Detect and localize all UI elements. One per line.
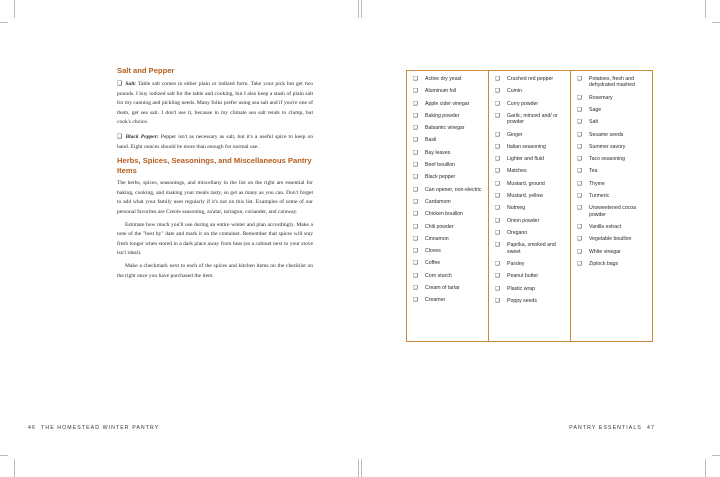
left-page [117,66,313,281]
checklist-item-label: Poppy seeds [507,297,537,304]
checklist-item-label: Summer savory [589,143,626,150]
pepper-paragraph [117,132,313,152]
checklist-column-2 [488,71,570,341]
checklist-item [413,187,488,193]
checklist-item-label: Chicken bouillon [425,211,464,218]
checklist-item-label: Cream of tartar [425,285,460,292]
crop-mark [14,459,15,477]
checklist-item-label: Taco seasoning [589,156,626,163]
checkbox-icon[interactable]: ❑ [413,125,418,132]
checklist-item [577,261,652,267]
checklist-item-label: Beef bouillon [425,162,455,169]
checkbox-icon[interactable]: ❑ [413,100,418,107]
checkbox-icon[interactable]: ❑ [577,248,582,255]
checklist-item-label: Unsweetened cocoa powder [589,205,637,218]
footer-right [569,425,655,431]
checkbox-icon[interactable]: ❑ [413,198,418,205]
checkbox-icon[interactable]: ❑ [577,107,582,113]
checkbox-icon[interactable]: ❑ [413,285,418,292]
checklist-item [577,168,652,174]
crop-mark [358,0,359,18]
page-number: 46 [28,425,36,431]
checkbox-icon[interactable]: ❑ [495,217,500,224]
checklist-item [577,249,652,255]
checklist-item [577,144,652,150]
checklist-item [495,168,570,174]
checklist-item [495,242,570,255]
checkbox-icon[interactable]: ❑ [413,260,418,267]
checkbox-icon[interactable]: ❑ [495,229,500,236]
checklist-item [413,125,488,131]
checklist-item-label: Curry powder [507,100,539,107]
checkbox-icon[interactable]: ❑ [495,260,500,267]
checklist-item-label: Peanut butter [507,273,539,280]
checklist-item [413,224,488,230]
checkbox-icon[interactable]: ❑ [495,285,500,292]
checklist-item [495,286,570,292]
checkbox-icon[interactable]: ❑ [413,88,418,95]
checklist-item [413,236,488,242]
checkbox-icon[interactable]: ❑ [577,236,582,243]
checkbox-icon[interactable]: ❑ [495,297,500,304]
crop-mark [0,22,8,23]
checkbox-icon[interactable]: ❑ [117,80,123,87]
pantry-checklist [406,70,653,342]
checklist-item-label: Sage [589,107,602,113]
salt-paragraph [117,79,313,128]
checklist-item-label: Bay leaves [425,149,451,156]
checklist-item-label: Aluminum foil [425,88,457,95]
crop-mark [705,459,706,477]
checkbox-icon[interactable]: ❑ [413,248,418,255]
checkbox-icon[interactable]: ❑ [117,132,123,140]
running-title: THE HOMESTEAD WINTER PANTRY [41,425,160,431]
checklist-item-label: Baking powder [425,112,460,119]
checkbox-icon[interactable]: ❑ [413,76,418,82]
salt-term: Salt: [125,81,137,87]
checklist-item-label: Black pepper [425,174,456,181]
checklist-item-label: Ginger [507,131,523,138]
checklist-item [577,205,652,218]
checklist-item [495,298,570,304]
body-paragraph: Estimate how much you'll use during an entire winter and plan accordingly. Make a note of the "best by" date and mark it on the container. Remember that spices will stay fresh longer when stored in a dark place away from heat (so a cabinet next to your stove isn't ideal). [117,221,313,257]
salt-pepper-heading: Salt and Pepper [117,66,175,75]
crop-mark [712,455,720,456]
checkbox-icon[interactable]: ❑ [577,76,582,82]
checkbox-icon[interactable]: ❑ [577,94,582,101]
checklist-item [495,181,570,187]
checkbox-icon[interactable]: ❑ [495,193,500,200]
checkbox-icon[interactable]: ❑ [495,205,500,212]
checklist-item [577,95,652,101]
checkbox-icon[interactable]: ❑ [577,131,582,138]
checkbox-icon[interactable]: ❑ [413,137,418,144]
checklist-item [413,297,488,303]
checklist-item-label: Ziplock bags [589,260,619,267]
checkbox-icon[interactable]: ❑ [577,119,582,126]
pepper-term: Black Pepper: [125,133,159,140]
checklist-item-label: Lighter and fluid [507,156,544,163]
crop-mark [361,459,362,477]
crop-mark [705,0,706,18]
checkbox-icon[interactable]: ❑ [495,273,500,280]
checklist-item-label: Corn starch [425,272,452,279]
checklist-item [577,132,652,138]
checklist-item-label: Tea [589,168,598,175]
checklist-item [495,156,570,162]
checklist-item [577,224,652,230]
checkbox-icon[interactable]: ❑ [577,156,582,163]
checklist-item-label: Cardamom [425,198,451,205]
checklist-item-label: Crushed red pepper [507,76,554,82]
checklist-item [413,285,488,291]
checklist-item [495,261,570,267]
checkbox-icon[interactable]: ❑ [577,260,582,267]
checkbox-icon[interactable]: ❑ [413,223,418,230]
checklist-item [577,156,652,162]
checklist-item [495,113,570,126]
checkbox-icon[interactable]: ❑ [577,143,582,150]
checklist-item-label: Oregano [507,229,528,236]
pepper-text: Pepper isn't as necessary as salt, but it's a useful spice to keep on hand. Eight ounces should be more than enough for normal use. [117,133,313,150]
checklist-item-label: Can opener, non-electric [425,186,482,193]
checklist-item-label: Apple cider vinegar [425,100,470,107]
checklist-item-label: Turmeric [589,193,610,200]
checkbox-icon[interactable]: ❑ [413,149,418,156]
checklist-item-label: Salt [589,119,598,126]
checklist-item-label: Vegetable bouillon [589,236,632,243]
checklist-item [495,218,570,224]
checklist-item-label: Plastic wrap [507,285,535,292]
checkbox-icon[interactable]: ❑ [495,180,500,187]
checkbox-icon[interactable]: ❑ [495,100,500,107]
checklist-item [495,193,570,199]
checklist-item [413,199,488,205]
checklist-item [413,137,488,143]
checkbox-icon[interactable]: ❑ [413,112,418,119]
checklist-item [577,119,652,125]
checklist-item [495,76,570,82]
checklist-item-label: Potatoes, fresh and dehydrated mashed [589,76,635,89]
herbs-heading: Herbs, Spices, Seasonings, and Miscellaneous Pantry Items [117,156,312,176]
running-title: PANTRY ESSENTIALS [569,425,642,431]
checklist-item [413,174,488,180]
body-paragraph: Make a checkmark next to each of the spices and kitchen items on the checklist on the right once you have purchased the item. [117,262,313,279]
checklist-item-label: Creamer [425,297,446,304]
crop-mark [0,455,8,456]
checklist-item-label: Balsamic vinegar [425,125,465,132]
checkbox-icon[interactable]: ❑ [413,186,418,193]
checkbox-icon[interactable]: ❑ [577,193,582,200]
checklist-item [413,260,488,266]
checklist-item [495,132,570,138]
footer-left [28,425,159,431]
checklist-item-label: Parsley [507,260,525,267]
checkbox-icon[interactable]: ❑ [495,143,500,150]
checklist-item-label: Mustard, yellow [507,193,544,200]
checkbox-icon[interactable]: ❑ [495,242,500,249]
checklist-item [413,162,488,168]
checklist-item-label: Active dry yeast [425,76,462,82]
checkbox-icon[interactable]: ❑ [495,76,500,82]
crop-mark [14,0,15,18]
checkbox-icon[interactable]: ❑ [495,156,500,163]
checklist-item [413,76,488,82]
checklist-item-label: Matches [507,168,527,175]
checklist-item-label: Chili powder [425,223,454,230]
checklist-item [495,230,570,236]
checklist-item-label: Sesame seeds [589,131,624,138]
checklist-item-label: Mustard, ground [507,180,545,187]
checklist-item [495,101,570,107]
crop-mark [361,0,362,18]
checkbox-icon[interactable]: ❑ [413,235,418,242]
checkbox-icon[interactable]: ❑ [577,224,582,231]
checklist-item [413,101,488,107]
checklist-column-3 [570,71,652,341]
checklist-item-label: Onion powder [507,217,540,224]
checklist-item [495,273,570,279]
checkbox-icon[interactable]: ❑ [413,162,418,169]
checklist-item [413,88,488,94]
checklist-item [495,144,570,150]
checkbox-icon[interactable]: ❑ [495,88,500,95]
checklist-item [577,193,652,199]
checklist-item-label: Basil [425,137,437,144]
checklist-item [577,76,652,89]
checkbox-icon[interactable]: ❑ [413,174,418,181]
checkbox-icon[interactable]: ❑ [413,297,418,304]
checklist-item [413,273,488,279]
checkbox-icon[interactable]: ❑ [495,112,500,119]
checklist-item [495,88,570,94]
checklist-item-label: Cinnamon [425,235,449,242]
checklist-item [413,211,488,217]
checkbox-icon[interactable]: ❑ [413,272,418,279]
checklist-item [413,150,488,156]
checklist-item-label: Nutmeg [507,205,526,212]
checklist-item-label: Vanilla extract [589,224,622,231]
checklist-item [495,205,570,211]
salt-text: Table salt comes in either plain or iodized form. Take your pick but get two pounds. I buy iodized salt for the table and cooking, but I also keep a stash of plain salt for my canning and pickling needs. Many folks prefer using sea salt and if you're one of them, get sea salt. I don't use it, because in my climate sea salt tends to clump, but cook's choice. [117,81,313,126]
crop-mark [712,22,720,23]
checklist-item [577,236,652,242]
page-number: 47 [647,425,655,431]
checkbox-icon[interactable]: ❑ [577,180,582,187]
checkbox-icon[interactable]: ❑ [577,205,582,212]
checklist-item-label: Coffee [425,260,441,267]
checkbox-icon[interactable]: ❑ [495,168,500,175]
checklist-item-label: Rosemary [589,94,613,101]
checklist-item [413,113,488,119]
checklist-column-1 [407,71,488,341]
checklist-item-label: Paprika, smoked and sweet [507,242,556,255]
body-paragraph: The herbs, spices, seasonings, and miscellany in the list on the right are essential for baking, cooking, and making your meals tasty, so get as many as you can. Don't forget to add what your family uses regularly if it's not on this list. Examples of some of our personal favorites are Creole seasoning, za'atar, tarragon, coriander, and caraway. [117,180,313,215]
crop-mark [358,459,359,477]
checklist-item [577,181,652,187]
checklist-item-label: Cumin [507,88,522,95]
checklist-item-label: White vinegar [589,248,621,255]
checkbox-icon[interactable]: ❑ [577,168,582,175]
checklist-item [577,107,652,113]
checklist-item-label: Garlic, minced and/ or powder [507,112,558,126]
checkbox-icon[interactable]: ❑ [495,131,500,138]
checkbox-icon[interactable]: ❑ [413,211,418,218]
checklist-item [413,248,488,254]
checklist-item-label: Italian seasoning [507,143,546,150]
checklist-item-label: Cloves [425,248,441,255]
checklist-item-label: Thyme [589,180,605,187]
